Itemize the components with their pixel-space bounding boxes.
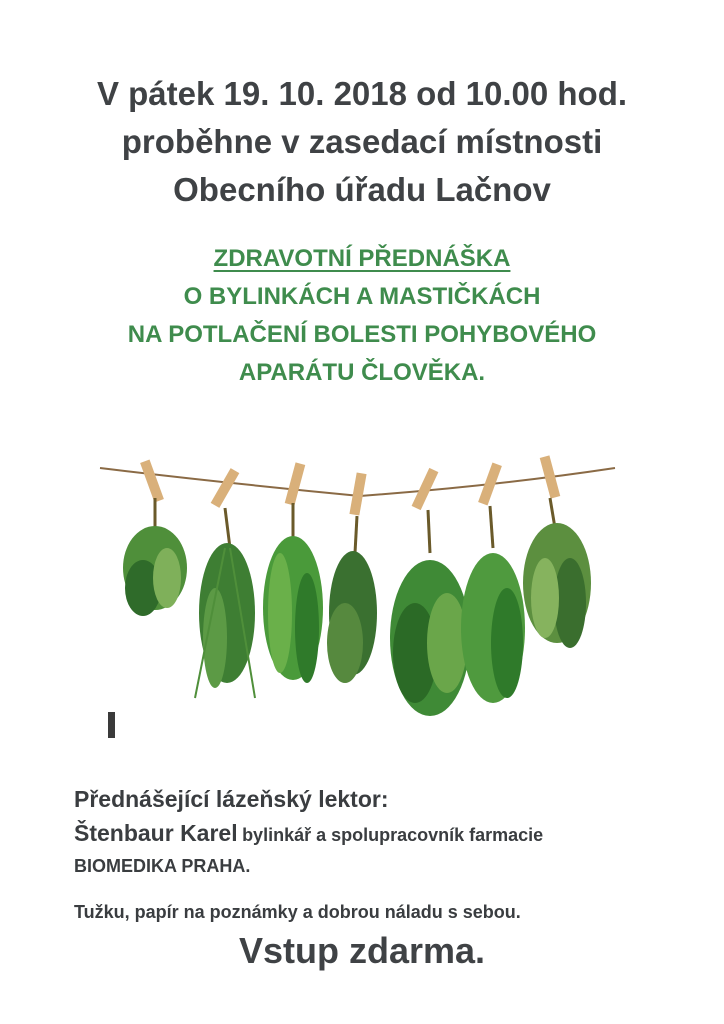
hanging-herbs-icon	[95, 438, 625, 738]
headline-line-3: Obecního úřadu Lačnov	[173, 171, 551, 208]
admission-text: Vstup zdarma.	[238, 930, 486, 971]
herb-bundle-4	[327, 472, 377, 683]
herb-bundle-2	[195, 468, 255, 698]
herb-bundle-7	[523, 455, 591, 648]
headline-line-1: V pátek 19. 10. 2018 od 10.00 hod.	[96, 75, 628, 112]
herb-bundle-5	[390, 468, 470, 716]
lecture-line-2: NA POTLAČENÍ BOLESTI POHYBOVÉHO	[127, 321, 597, 348]
herb-bundle-6	[461, 463, 525, 703]
herb-bundle-1	[123, 460, 187, 616]
lecture-title: ZDRAVOTNÍ PŘEDNÁŠKA	[213, 245, 511, 272]
lector-name: Štenbaur Karel	[74, 820, 238, 846]
lecture-line-3: APARÁTU ČLOVĚKA.	[238, 359, 486, 386]
lecture-topic	[0, 240, 724, 392]
lector-line	[74, 820, 543, 847]
bring-note: Tužku, papír na poznámky a dobrou náladu s sebou.	[74, 902, 521, 922]
lector-organization: BIOMEDIKA PRAHA.	[74, 856, 251, 876]
lector-label: Přednášející lázeňský lektor:	[74, 786, 389, 812]
headline	[0, 70, 724, 214]
headline-line-2: proběhne v zasedací místnosti	[121, 123, 603, 160]
herb-bundle-3	[263, 462, 323, 683]
lector-description: bylinkář a spolupracovník farmacie	[242, 825, 544, 845]
lecture-line-1: O BYLINKÁCH A MASTIČKÁCH	[183, 283, 541, 310]
scan-mark	[108, 712, 115, 738]
